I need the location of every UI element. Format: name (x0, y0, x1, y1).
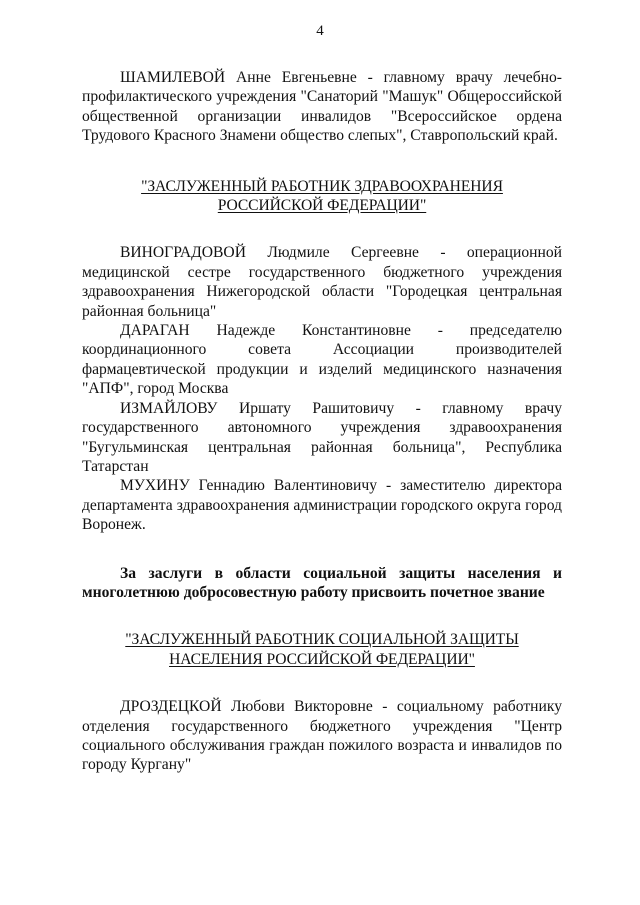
recipient-surname: МУХИНУ (120, 477, 190, 495)
award-entry-daragan (82, 321, 562, 399)
award-entry-izmaylov (82, 399, 562, 477)
recipient-details: Любови Викторовне - социальному работнику отделения государственного бюджетного учреждения "Центр социального обслуживания граждан пожилого возраста и инвалидов по городу Кургану" (82, 698, 562, 774)
award-title-line: "ЗАСЛУЖЕННЫЙ РАБОТНИК СОЦИАЛЬНОЙ ЗАЩИТЫ (125, 631, 519, 649)
award-title-line: НАСЕЛЕНИЯ РОССИЙСКОЙ ФЕДЕРАЦИИ" (169, 650, 475, 668)
recipient-details: Надежде Константиновне - председателю координационного совета Ассоциации производителей фармацевтической продукции и изделий медицинского назначения "АПФ", город Москва (82, 322, 562, 398)
award-entry-mukhin (82, 476, 562, 534)
award-entry-vinogradova (82, 243, 562, 321)
decree-text: За заслуги в области социальной защиты населения и многолетнюю добросовестную работу присвоить почетное звание (82, 564, 562, 601)
recipient-details: Анне Евгеньевне - главному врачу лечебно-профилактического учреждения "Санаторий "Машук" Общероссийской общественной организации инвалидов "Всероссийское ордена Трудового Красного Знамени общество слепых", Ставропольский край. (82, 69, 562, 145)
recipient-surname: ВИНОГРАДОВОЙ (120, 244, 246, 262)
page-number: 4 (316, 23, 324, 39)
award-entry-drozdetskaya (82, 697, 562, 775)
award-entry-shamileva (82, 68, 562, 146)
recipient-surname: ИЗМАЙЛОВУ (120, 399, 218, 417)
award-title-healthcare (82, 177, 562, 216)
recipient-details: Людмиле Сергеевне - операционной медицинской сестре государственного бюджетного учреждения здравоохранения Нижегородской области "Городецкая центральная районная больница" (82, 244, 562, 320)
recipient-surname: ДАРАГАН (120, 322, 190, 340)
document-body (82, 68, 562, 775)
recipient-surname: ДРОЗДЕЦКОЙ (120, 698, 222, 716)
recipient-details: Иршату Рашитовичу - главному врачу государственного автономного учреждения здравоохранения "Бугульминская центральная районная больница", Республика Татарстан (82, 399, 562, 475)
award-title-social-protection (82, 630, 562, 669)
recipient-surname: ШАМИЛЕВОЙ (120, 69, 226, 86)
award-title-line: "ЗАСЛУЖЕННЫЙ РАБОТНИК ЗДРАВООХРАНЕНИЯ (141, 177, 503, 195)
recipient-details: Геннадию Валентиновичу - заместителю директора департамента здравоохранения администрации городского округа город Воронеж. (82, 477, 562, 534)
award-title-line: РОССИЙСКОЙ ФЕДЕРАЦИИ" (217, 197, 427, 215)
